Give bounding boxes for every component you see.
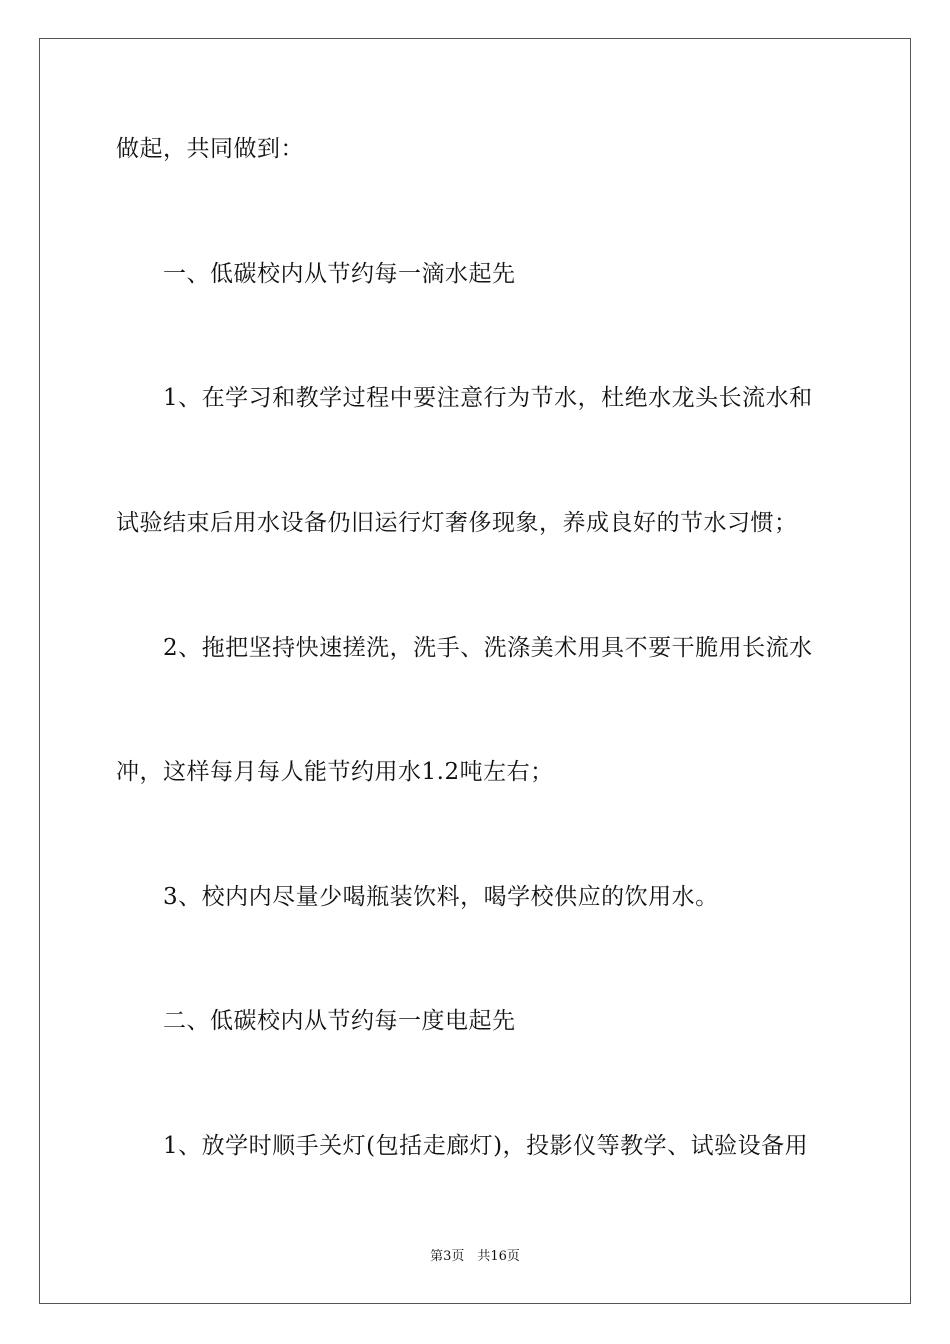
page-number: 第3页 共16页 (430, 1249, 520, 1264)
page-footer (0, 1249, 950, 1265)
text-line: 试验结束后用水设备仍旧运行灯奢侈现象，养成良好的节水习惯； (116, 510, 798, 536)
text-line: 3、校内内尽量少喝瓶装饮料，喝学校供应的饮用水。 (163, 884, 719, 910)
text-line: 2、拖把坚持快速搓洗，洗手、洗涤美术用具不要干脆用长流水 (163, 635, 813, 661)
page-border (39, 38, 911, 1304)
section-heading: 二、低碳校内从节约每一度电起先 (163, 1008, 516, 1034)
section-heading: 一、低碳校内从节约每一滴水起先 (163, 261, 516, 287)
text-line: 1、在学习和教学过程中要注意行为节水，杜绝水龙头长流水和 (163, 385, 813, 411)
text-line: 1、放学时顺手关灯(包括走廊灯)，投影仪等教学、试验设备用 (163, 1133, 809, 1159)
text-line: 做起，共同做到： (116, 136, 304, 162)
text-line: 冲，这样每月每人能节约用水1.2吨左右； (116, 759, 554, 785)
